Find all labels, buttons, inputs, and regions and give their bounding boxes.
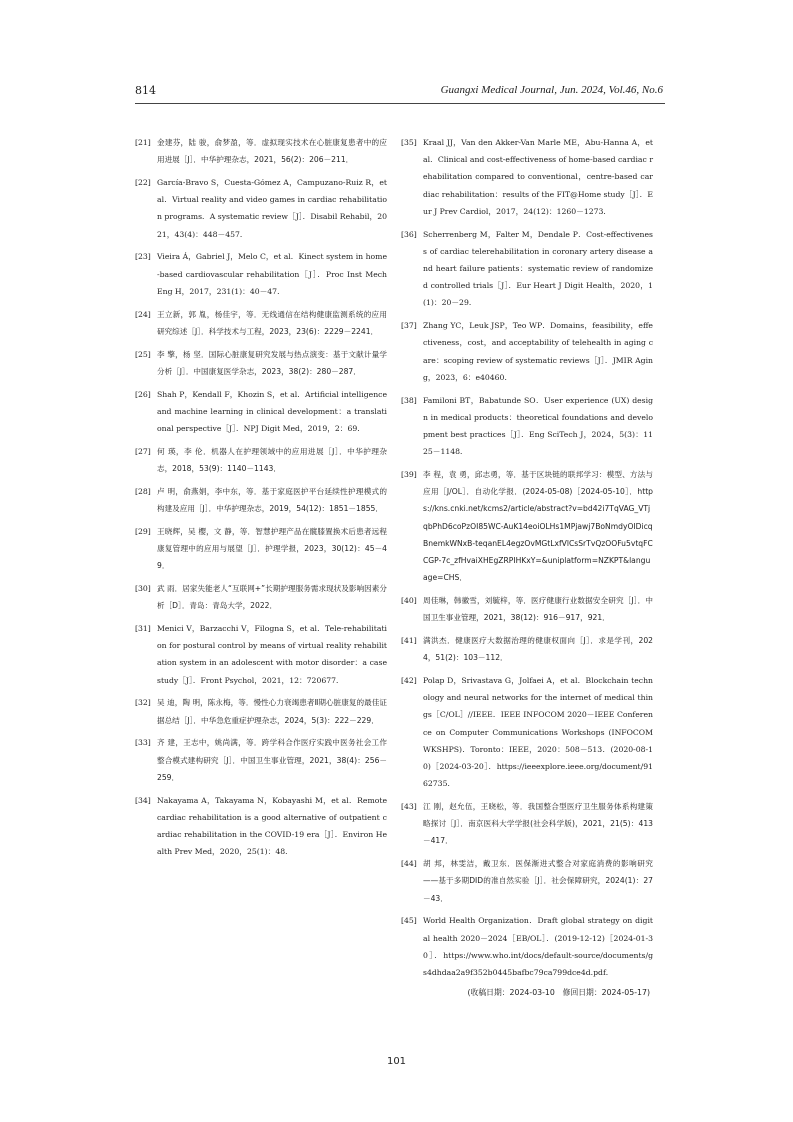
reference-number: [44] [401,859,417,869]
journal-header: Guangxi Medical Journal, Jun. 2024, Vol.46, No.6 [440,84,663,96]
reference-number: [33] [135,738,151,748]
reference-text: Kraal JJ，Van den Akker-Van Marle ME，Abu-Hanna A，et al．Clinical and cost-effectiveness of home-based cardiac rehabilitation compared to conventional，centre-based cardiac rehabilitation：results of the FIT@Home study［J］．Eur J Prev Cardiol，2017，24(12)：1260－1273． [423,138,653,216]
reference-number: [31] [135,624,151,634]
reference-text: Polap D，Srivastava G，Jolfaei A，et al．Blockchain technology and neural networks for the internet of medical things［C/OL］//IEEE．IEEE INFOCOM 2020－IEEE Conference on Computer Communications Workshops (INFOCOM WKSHPS)．Toronto：IEEE，2020：508－513．(2020-08-10)［2024-03-20］．https://ieeexplore.ieee.org/document/9162735． [423,676,653,789]
reference-number: [38] [401,395,417,405]
reference-number: [40] [401,596,417,606]
reference-38 [401,392,653,461]
reference-text: 李 程，袁 勇，邱志勇，等．基于区块链的联邦学习：模型、方法与应用［J/OL］．自动化学报．(2024-05-08)［2024-05-10］．https://kns.cnki.net/kcms2/article/abstract?v=bd42i7TqVAG_VTjqbPhD6coPzOI85WC-AuK14eoiOLHs1MPjawj7BoNmdyOIDicqBnemkWNxB-teqanEL4egzOvMGtLxfVlCsSrTvQzOOFu5vtqFCCGP-7c_zfHvaiXHEgZRPIHKxY=&uniplatform=NZKPT&language=CHS． [423,470,653,583]
reference-34 [135,792,387,861]
reference-36 [401,226,653,312]
reference-number: [25] [135,349,151,359]
reference-text: 吴 迪，陶 明，陈永梅，等．慢性心力衰竭患者Ⅱ期心脏康复的最佳证据总结［J］．中华急危重症护理杂志，2024，5(3)：222－229． [157,698,387,725]
reference-33 [135,734,387,786]
reference-number: [36] [401,229,417,239]
reference-39 [401,466,653,586]
reference-21 [135,134,387,168]
reference-text: 齐 建，王志中，姚尚满，等．跨学科合作医疗实践中医务社会工作整合模式建构研究［J］．中国卫生事业管理，2021，38(4)：256－259． [157,738,387,782]
reference-number: [35] [401,138,417,147]
reference-31 [135,620,387,689]
reference-number: [34] [135,795,151,805]
reference-text: 李 擎，杨 坚．国际心脏康复研究发展与热点演变：基于文献计量学分析［J］．中国康复医学杂志，2023，38(2)：280－287． [157,349,387,376]
reference-number: [28] [135,486,151,496]
page-number-top: 814 [135,84,156,97]
reference-number: [45] [401,916,417,926]
reference-25 [135,346,387,380]
reference-text: 何 瑛，李 伦．机器人在护理领域中的应用进展［J］．中华护理杂志，2018，53(9)：1140－1143． [157,446,387,474]
reference-number: [22] [135,178,151,187]
reference-text: 金建芬，陆 骏，俞梦盈，等．虚拟现实技术在心脏康复患者中的应用进展［J］．中华护理杂志，2021，56(2)：206－211． [157,138,387,165]
page-footer-number: 101 [386,1056,407,1067]
reference-number: [43] [401,802,417,812]
reference-text: García-Bravo S，Cuesta-Gómez A，Campuzano-Ruiz R，et al．Virtual reality and video games in cardiac rehabilitation programs．A systematic review［J］．Disabil Rehabil，2021，43(4)：448－457． [157,178,387,239]
reference-45 [401,912,653,981]
received-revised-dates: (收稿日期：2024-03-10 修回日期：2024-05-17) [467,987,650,997]
reference-number: [37] [401,321,417,331]
reference-text: Zhang YC，Leuk JSP，Teo WP．Domains，feasibility，effectiveness，cost，and acceptability of telehealth in aging care：scoping review of systematic reviews［J］．JMIR Aging，2023，6：e40460． [423,321,653,382]
reference-37 [401,317,653,386]
reference-text: 卢 明，俞燕娟，李中东，等．基于家庭医护平台延续性护理模式的构建及应用［J］．中华护理杂志，2019，54(12)：1851－1855． [157,486,387,514]
reference-text: Shah P，Kendall F，Khozin S，et al．Artificial intelligence and machine learning in clinical development：a translational perspective［J］．NPJ Digit Med，2019，2：69． [157,389,387,434]
reference-number: [30] [135,584,151,594]
reference-text: 胡 邦，林雯洁，戴卫东．医保渐进式整合对家庭消费的影响研究——基于多期DID的准自然实验［J］．社会保障研究，2024(1)：27－43． [423,859,653,903]
reference-text: 江 刚，赵允伍，王晓松，等．我国整合型医疗卫生服务体系构建策略探讨［J］．南京医科大学学报(社会科学版)，2021，21(5)：413－417． [423,802,653,846]
reference-41 [401,632,653,666]
reference-text: 周佳琳，韩徽雪，刘毓梓，等．医疗健康行业数据安全研究［J］．中国卫生事业管理，2021，38(12)：916－917，921． [423,596,653,623]
reference-text: Vieira Á，Gabriel J，Melo C，et al．Kinect system in home-based cardiovascular rehabilitation［J］．Proc Inst Mech Eng H，2017，231(1)：40－47． [157,252,387,296]
reference-35 [401,134,653,220]
reference-number: [27] [135,446,151,456]
reference-number: [26] [135,389,151,399]
reference-43 [401,798,653,850]
reference-number: [24] [135,309,151,319]
reference-24 [135,306,387,340]
reference-number: [29] [135,526,151,536]
reference-number: [32] [135,698,151,708]
reference-29 [135,523,387,575]
reference-27 [135,443,387,477]
reference-28 [135,483,387,517]
reference-42 [401,672,653,792]
reference-number: [21] [135,138,151,147]
reference-text: Scherrenberg M，Falter M，Dendale P．Cost-effectiveness of cardiac telerehabilitation in coronary artery disease and heart failure patients：systematic review of randomized controlled trials［J］．Eur Heart J Digit Health，2020，1(1)：20－29． [423,229,653,308]
reference-text: 王立新，郭 胤，杨佳宇，等．无线通信在结构健康监测系统的应用研究综述［J］．科学技术与工程，2023，23(6)：2229－2241． [157,309,387,336]
reference-text: Familoni BT，Babatunde SO．User experience (UX) design in medical products：theoretical foundations and development best practices［J］．Eng SciTech J，2024，5(3)：1125－1148． [423,395,653,457]
reference-number: [42] [401,676,417,686]
reference-26 [135,386,387,438]
reference-text: 满洪杰．健康医疗大数据治理的健康权面向［J］．求是学刊，2024，51(2)：103－112． [423,636,653,663]
reference-32 [135,694,387,728]
reference-number: [23] [135,252,151,262]
reference-40 [401,592,653,626]
reference-text: Menici V，Barzacchi V，Filogna S，et al．Tele-rehabilitation for postural control by means of virtual reality rehabilitation system in an adolescent with motor disorder：a case study［J］．Front Psychol，2021，12：720677． [157,624,387,685]
reference-text: 王晓辉，吴 樱，文 静，等．智慧护理产品在髋膝置换术后患者远程康复管理中的应用与展望［J］．护理学报，2023，30(12)：45－49． [157,526,387,571]
references-left-column [135,134,387,866]
reference-23 [135,248,387,300]
reference-text: Nakayama A，Takayama N，Kobayashi M，et al．Remote cardiac rehabilitation is a good alternative of outpatient cardiac rehabilitation in the COVID-19 era［J］．Environ Health Prev Med，2020，25(1)：48． [157,795,387,857]
references-right-column [401,134,653,1001]
reference-44 [401,855,653,907]
reference-30 [135,580,387,614]
reference-text: 武 雨．居家失能老人“互联网+”长期护理服务需求现状及影响因素分析［D］．青岛：青岛大学，2022． [157,584,387,611]
reference-text: World Health Organization．Draft global strategy on digital health 2020－2024［EB/OL］．(2019-12-12)［2024-01-30］．https://www.who.int/docs/default-source/documents/gs4dhdaa2a9f352b0445bafbc79ca799dce4d.pdf． [423,916,653,978]
reference-number: [41] [401,636,417,646]
reference-22 [135,174,387,243]
reference-number: [39] [401,470,417,480]
header-rule [135,103,665,104]
